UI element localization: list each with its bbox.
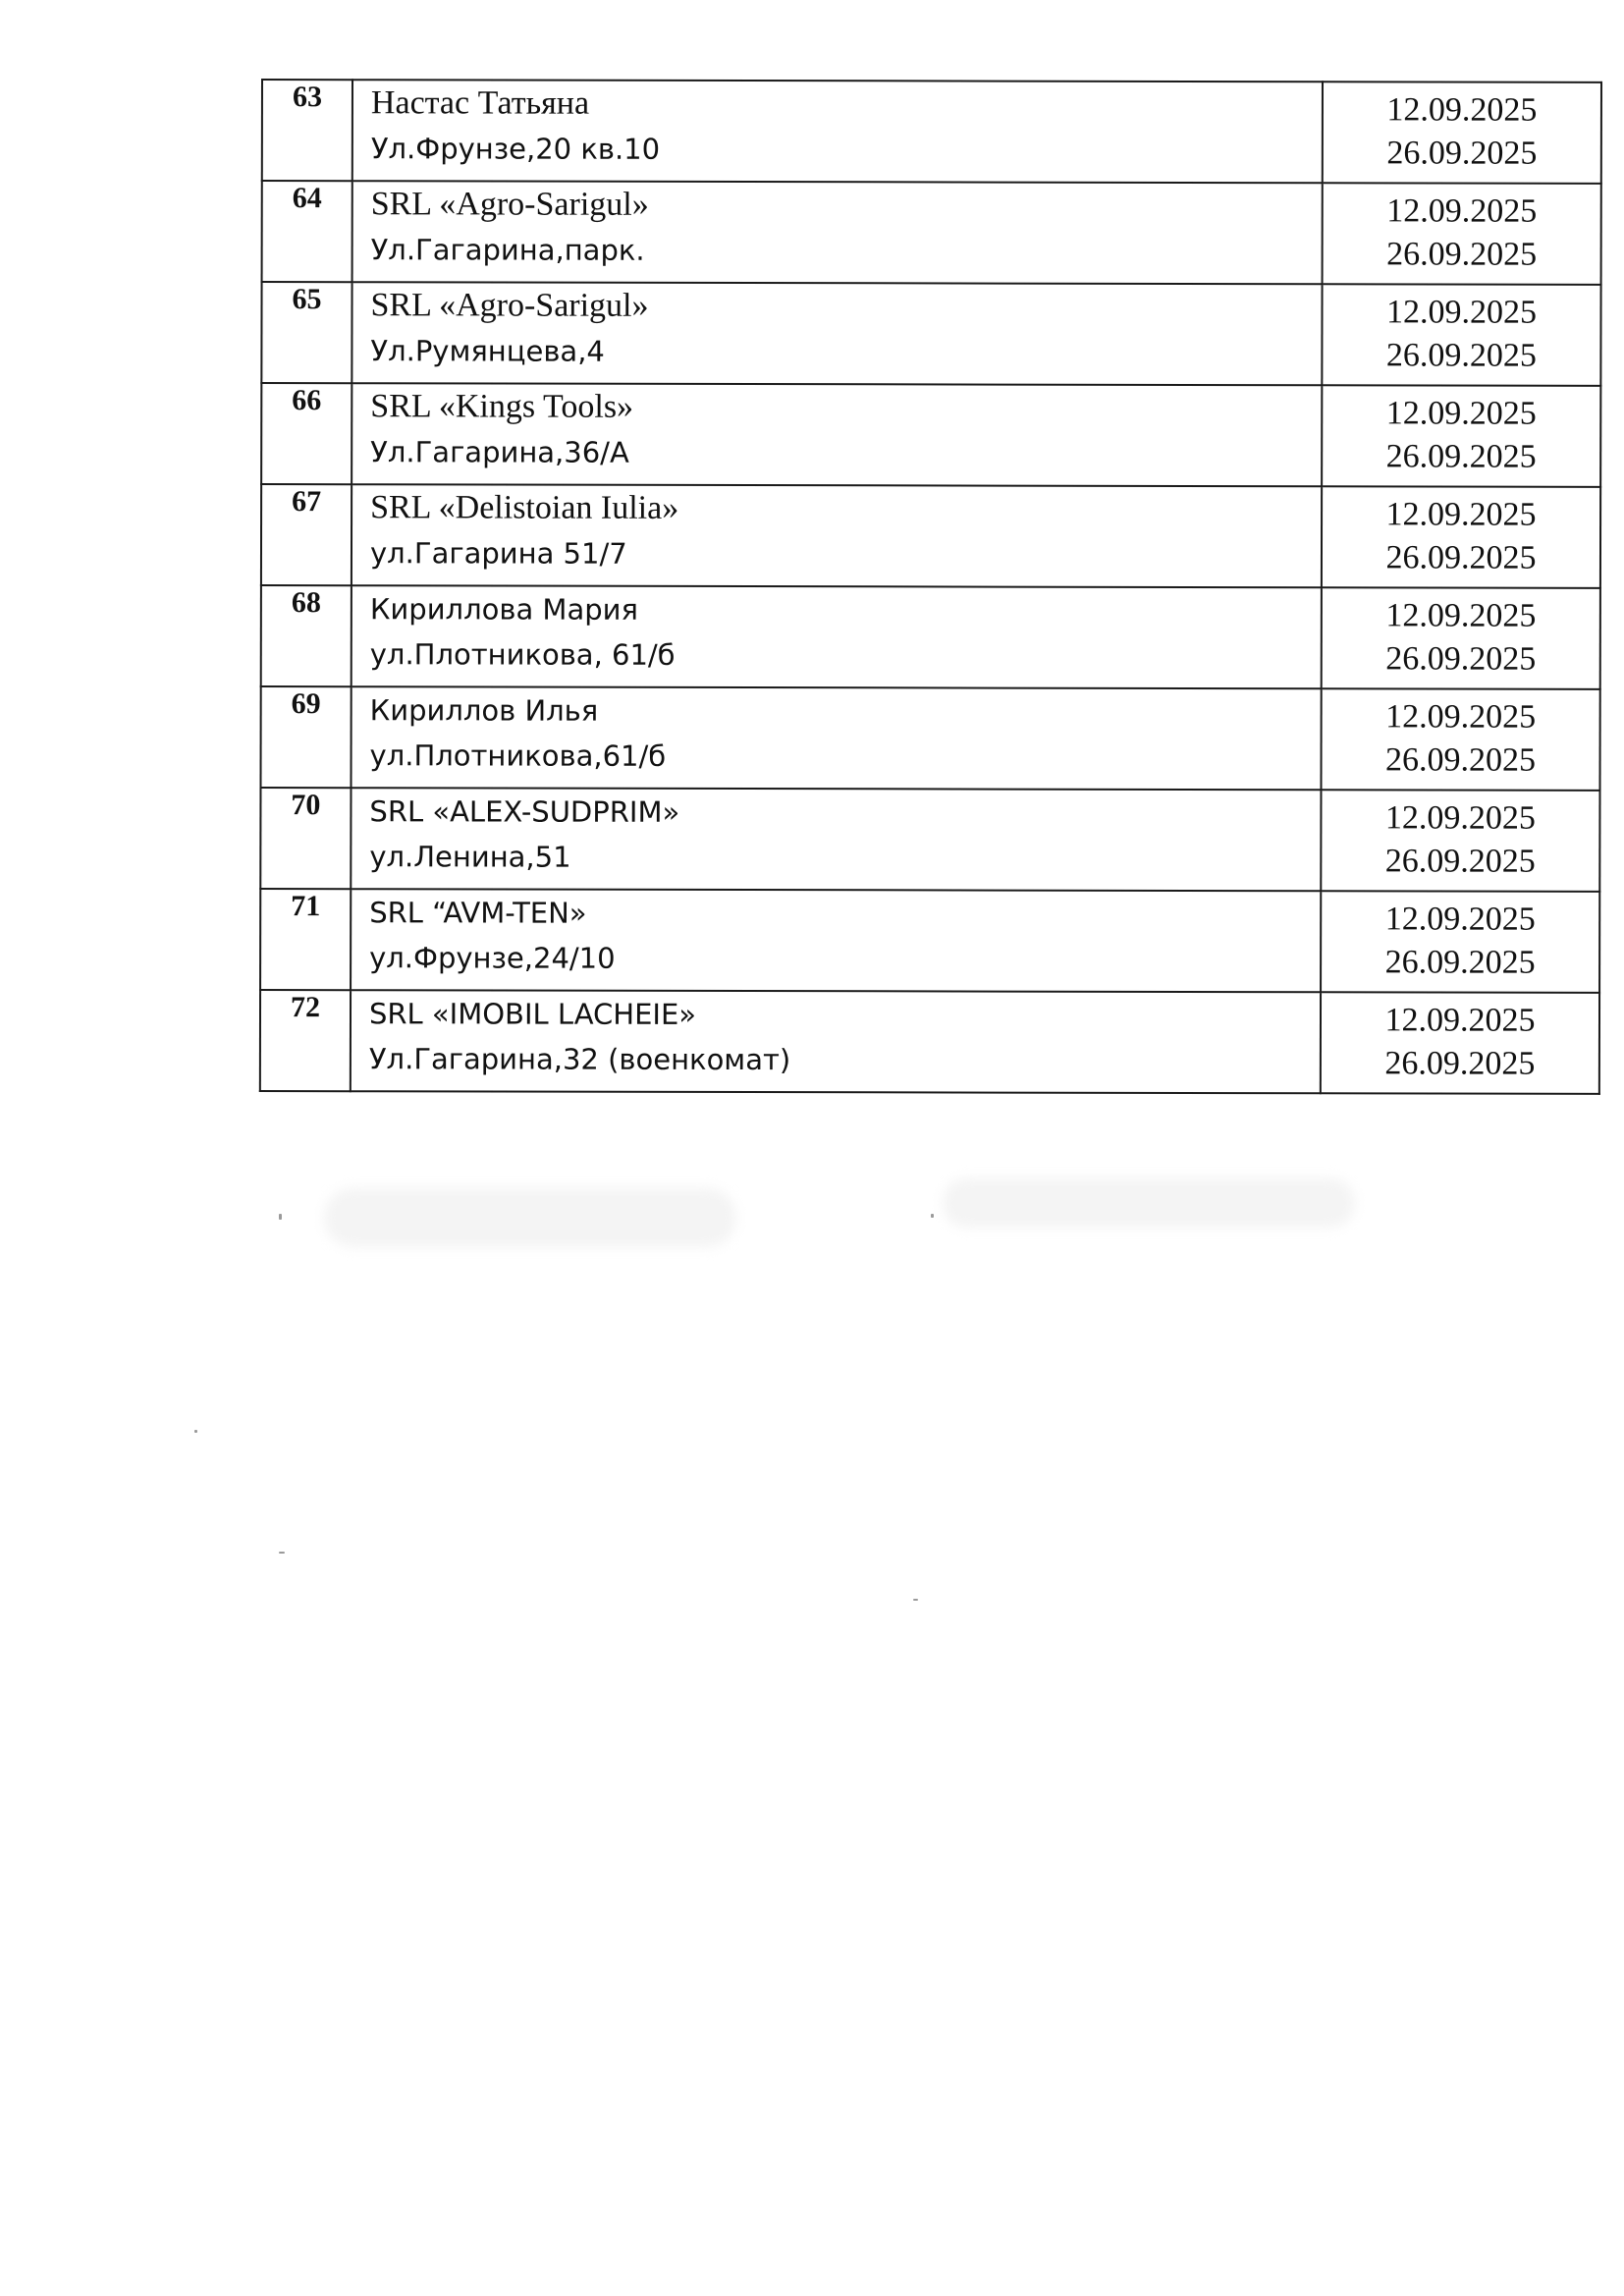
scan-speck (913, 1599, 918, 1601)
table-row (260, 788, 1599, 892)
scan-speck (279, 1214, 282, 1220)
entity-cell (352, 585, 1322, 688)
entity-cell (351, 990, 1321, 1093)
table-row (261, 585, 1600, 689)
entity-address: ул.Гагарина 51/7 (369, 536, 627, 571)
date-end: 26.09.2025 (1385, 640, 1537, 678)
date-cell (1321, 891, 1599, 993)
date-end: 26.09.2025 (1384, 843, 1536, 880)
date-cell (1322, 486, 1600, 588)
registry-table-body (260, 80, 1601, 1094)
row-number: 63 (262, 80, 352, 181)
entity-cell (352, 282, 1322, 385)
table-row (262, 80, 1601, 184)
entity-name: Настас Татьяна (370, 84, 590, 122)
date-end: 26.09.2025 (1385, 337, 1537, 374)
scan-speck (194, 1430, 197, 1433)
date-start: 12.09.2025 (1385, 597, 1537, 634)
table-row (260, 990, 1599, 1094)
table-row (261, 282, 1600, 386)
entity-cell (351, 889, 1321, 992)
table-row (262, 181, 1601, 285)
table-row (261, 484, 1600, 588)
row-number: 68 (261, 585, 352, 686)
date-cell (1321, 790, 1599, 892)
row-number: 64 (262, 181, 352, 282)
row-number: 67 (261, 484, 352, 585)
entity-name: Кириллов Илья (369, 693, 599, 728)
table-row (260, 889, 1599, 993)
entity-name: SRL «ALEX-SUDPRIM» (369, 794, 680, 829)
date-end: 26.09.2025 (1385, 438, 1537, 475)
row-number: 72 (260, 990, 351, 1091)
entity-name: SRL «Agro-Sarigul» (370, 287, 649, 324)
entity-name: SRL «Kings Tools» (370, 388, 634, 425)
row-number: 71 (260, 889, 351, 990)
entity-address: Ул.Румянцева,4 (370, 334, 605, 368)
scan-speck (279, 1552, 285, 1554)
entity-address: Ул.Фрунзе,20 кв.10 (370, 132, 661, 166)
entity-cell (352, 484, 1322, 587)
date-end: 26.09.2025 (1385, 539, 1537, 576)
entity-name: Кириллова Мария (369, 592, 638, 627)
date-start: 12.09.2025 (1385, 496, 1537, 533)
date-cell (1322, 284, 1600, 386)
entity-address: ул.Плотникова,61/б (369, 738, 667, 773)
entity-address: ул.Фрунзе,24/10 (369, 941, 616, 975)
entity-name: SRL «Delistoian Iulia» (370, 489, 679, 526)
entity-cell (352, 181, 1323, 284)
date-start: 12.09.2025 (1386, 91, 1538, 129)
entity-address: ул.Ленина,51 (369, 840, 571, 874)
table-row (261, 383, 1600, 487)
date-cell (1321, 688, 1599, 791)
date-cell (1321, 992, 1599, 1094)
date-cell (1323, 82, 1601, 184)
date-start: 12.09.2025 (1385, 294, 1538, 331)
entity-address: Ул.Гагарина,32 (военкомат) (368, 1042, 791, 1077)
table-row (260, 686, 1599, 791)
entity-cell (352, 383, 1322, 486)
date-end: 26.09.2025 (1385, 741, 1537, 779)
date-cell (1322, 385, 1600, 487)
date-end: 26.09.2025 (1386, 236, 1538, 273)
entity-name: SRL “AVM-TEN» (369, 896, 587, 930)
date-cell (1323, 183, 1601, 285)
entity-name: SRL «Agro-Sarigul» (370, 186, 649, 223)
entity-address: Ул.Гагарина,парк. (370, 233, 645, 267)
entity-cell (351, 686, 1321, 790)
entity-address: ул.Плотникова, 61/б (369, 637, 676, 672)
entity-address: Ул.Гагарина,36/А (370, 435, 629, 469)
date-start: 12.09.2025 (1386, 192, 1538, 230)
row-number: 69 (260, 686, 351, 788)
entity-cell (352, 80, 1323, 183)
scan-smudge (943, 1178, 1355, 1228)
date-end: 26.09.2025 (1384, 1045, 1536, 1082)
date-end: 26.09.2025 (1386, 135, 1538, 172)
scan-smudge (324, 1188, 736, 1247)
date-start: 12.09.2025 (1384, 1002, 1536, 1039)
registry-table (259, 79, 1602, 1095)
entity-name: SRL «IMOBIL LACHEIE» (368, 997, 697, 1031)
date-end: 26.09.2025 (1384, 944, 1536, 981)
row-number: 65 (261, 282, 352, 383)
row-number: 66 (261, 383, 352, 484)
date-start: 12.09.2025 (1384, 901, 1536, 938)
date-start: 12.09.2025 (1385, 395, 1537, 432)
row-number: 70 (260, 788, 351, 889)
date-cell (1322, 587, 1600, 689)
date-start: 12.09.2025 (1385, 698, 1537, 736)
date-start: 12.09.2025 (1384, 799, 1536, 837)
scan-speck (931, 1214, 934, 1218)
entity-cell (351, 788, 1321, 891)
